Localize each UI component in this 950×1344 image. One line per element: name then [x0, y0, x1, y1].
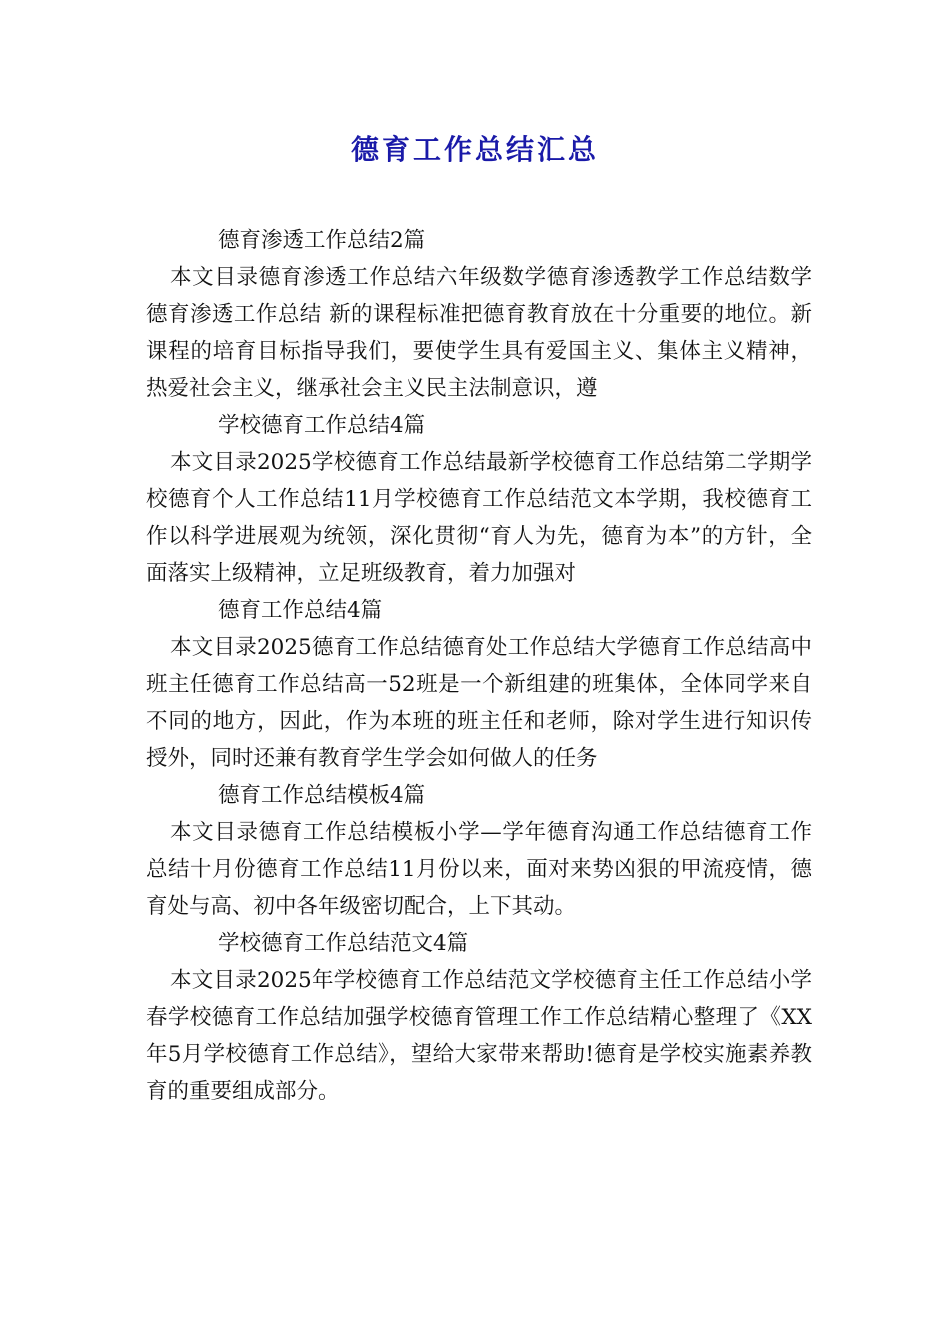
- section-title: 德育工作总结模板4篇: [218, 783, 426, 808]
- section-title: 学校德育工作总结4篇: [218, 413, 426, 438]
- document-title: 德育工作总结汇总: [350, 133, 599, 166]
- section-body: 本文目录2025年学校德育工作总结范文学校德育主任工作总结小学春学校德育工作总结加强学校德育管理工作工作总结精心整理了《XX年5月学校德育工作总结》，望给大家带来帮助!德育是学校实施素养教育的重要组成部分。: [146, 968, 812, 1104]
- section-title: 德育渗透工作总结2篇: [218, 228, 426, 253]
- section-5: [146, 925, 812, 1110]
- section-body: 本文目录2025德育工作总结德育处工作总结大学德育工作总结高中班主任德育工作总结高一52班是一个新组建的班集体，全体同学来自不同的地方，因此，作为本班的班主任和老师，除对学生进行知识传授外，同时还兼有教育学生学会如何做人的任务: [146, 635, 812, 771]
- section-body: 本文目录2025学校德育工作总结最新学校德育工作总结第二学期学校德育个人工作总结11月学校德育工作总结范文本学期，我校德育工作以科学进展观为统领，深化贯彻“育人为先，德育为本”的方针，全面落实上级精神，立足班级教育，着力加强对: [146, 450, 812, 586]
- section-3: [146, 592, 812, 777]
- document-content: [146, 222, 812, 1110]
- section-body: 本文目录德育工作总结模板小学—学年德育沟通工作总结德育工作总结十月份德育工作总结11月份以来，面对来势凶狠的甲流疫情，德育处与高、初中各年级密切配合，上下其动。: [146, 820, 812, 919]
- section-1: [146, 222, 812, 407]
- section-title: 德育工作总结4篇: [218, 598, 383, 623]
- section-4: [146, 777, 812, 925]
- section-body: 本文目录德育渗透工作总结六年级数学德育渗透教学工作总结数学德育渗透工作总结 新的课程标准把德育教育放在十分重要的地位。新课程的培育目标指导我们，要使学生具有爱国主义、集体主义精神，热爱社会主义，继承社会主义民主法制意识，遵: [146, 265, 812, 401]
- section-2: [146, 407, 812, 592]
- section-title: 学校德育工作总结范文4篇: [218, 931, 469, 956]
